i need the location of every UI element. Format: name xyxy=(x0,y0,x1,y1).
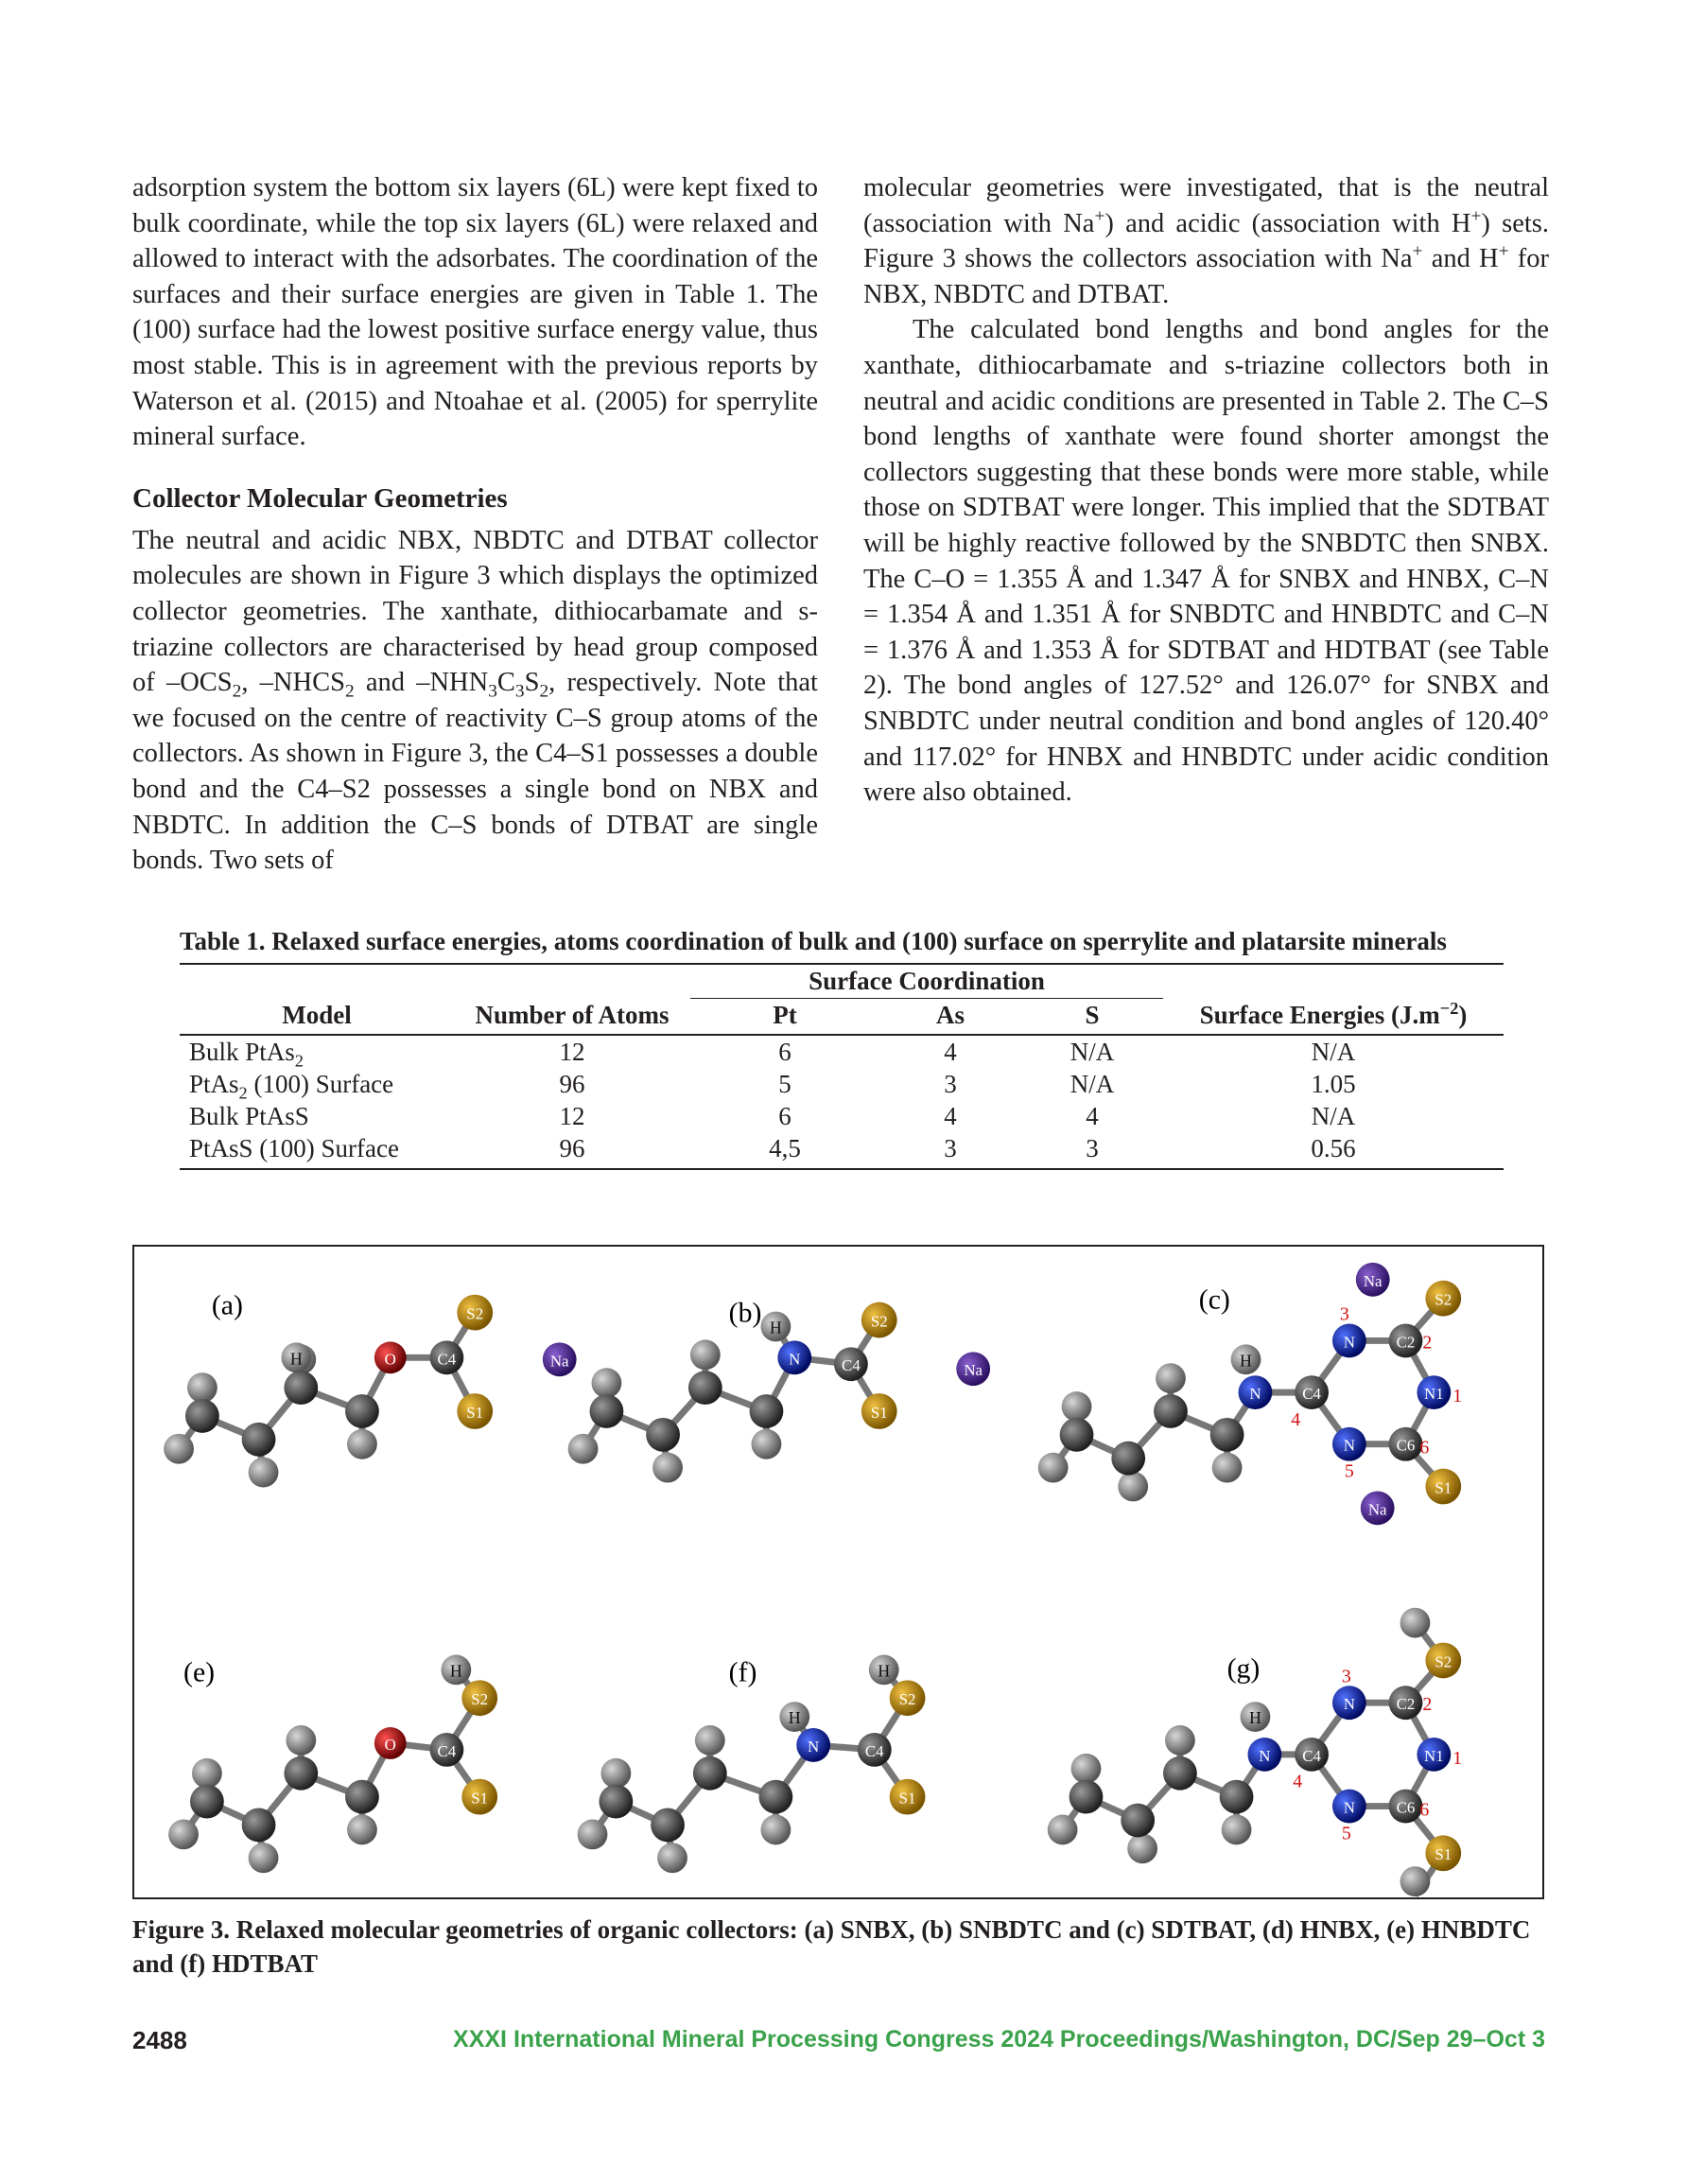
header-energy: Surface Energies $(J.m^{-2})$ xyxy=(1163,999,1504,1036)
surface-energy-table xyxy=(180,965,1504,1170)
panel-label-g: (g) xyxy=(1226,1652,1261,1685)
atom-label: N xyxy=(1259,1746,1271,1765)
paragraph: The calculated bond lengths and bond angles for the xanthate, dithiocarbamate and s-triazine collectors both in neutral and acidic conditions are presented in Table 2. The C–S bond lengths of xanthate were found shorter amongst the collectors suggesting that these bonds were more stable, while those on SDTBAT were longer. This implied that the SDTBAT will be highly reactive followed by the SNBDTC then SNBX. The C–O = 1.355 Å and 1.347 Å for SNBX and HNBX, C–N = 1.354 Å and 1.351 Å for SNBDTC and HNBDTC and C–N = 1.376 Å and 1.353 Å for SDTBAT and HDTBAT (see Table 2). The bond angles of 127.52° and 126.07° for SNBX and SNBDTC under neutral condition and bond angles of 120.40° and 117.02° for HNBX and HNBDTC under acidic condition were also obtained. xyxy=(863,315,1549,808)
hydrogen-atom xyxy=(347,1815,377,1845)
sulfur-s2 xyxy=(461,1680,497,1716)
hydrogen-atom xyxy=(249,1458,279,1488)
atom-label: C2 xyxy=(1396,1333,1416,1352)
hydrogen-atom xyxy=(600,1758,631,1789)
oxygen-atom xyxy=(374,1727,407,1759)
hydrogen-atom xyxy=(578,1819,608,1849)
atom-label: C4 xyxy=(437,1350,457,1369)
atom-label: N xyxy=(1343,1695,1355,1714)
atom-label: H xyxy=(769,1318,782,1337)
atom-label: H xyxy=(289,1349,303,1369)
carbon-atom xyxy=(693,1756,727,1791)
atom-label: N xyxy=(789,1350,801,1369)
hydrogen-atom xyxy=(752,1429,782,1459)
carbon-c4 xyxy=(430,1340,464,1374)
ring-number: 4 xyxy=(1293,1771,1303,1792)
table-caption: Table 1. Relaxed surface energies, atoms coordination of bulk and (100) surface on sperrylite and platarsite minerals xyxy=(180,925,1504,965)
atom-label: C2 xyxy=(1396,1695,1416,1714)
molecule-diagrams xyxy=(134,1247,1542,1897)
carbon-atom xyxy=(1070,1780,1104,1814)
atom-label: C6 xyxy=(1396,1436,1416,1455)
atom-label: S2 xyxy=(471,1690,489,1709)
carbon-atom xyxy=(1154,1394,1188,1428)
hydrogen-atom xyxy=(1400,1866,1431,1896)
atom-label: C4 xyxy=(437,1741,457,1760)
atom-label: O xyxy=(384,1735,396,1754)
hydrogen-atom xyxy=(286,1725,316,1756)
nitrogen-atom xyxy=(796,1728,830,1762)
atom-label: S2 xyxy=(466,1304,484,1323)
atom-label: S1 xyxy=(1435,1478,1452,1497)
sulfur-s1 xyxy=(861,1393,897,1429)
sulfur-s1 xyxy=(1425,1835,1461,1871)
atom-label: H xyxy=(1240,1351,1252,1371)
hydrogen-atom xyxy=(869,1654,899,1685)
hydrogen-atom xyxy=(779,1702,809,1732)
carbon-atom xyxy=(190,1785,224,1819)
carbon-atom xyxy=(284,1371,318,1405)
atom-label: S2 xyxy=(870,1312,888,1331)
carbon-atom xyxy=(1163,1756,1197,1791)
ring-number: 2 xyxy=(1422,1332,1433,1354)
sulfur-s2 xyxy=(890,1680,926,1716)
atom-label: H xyxy=(788,1708,801,1728)
ring-number: 5 xyxy=(1341,1823,1351,1844)
carbon-atom xyxy=(750,1394,784,1428)
hydrogen-atom xyxy=(192,1758,222,1789)
atom-label: N1 xyxy=(1424,1385,1444,1404)
hydrogen-atom xyxy=(281,1342,311,1372)
hydrogen-atom xyxy=(1231,1344,1261,1374)
nitrogen-atom xyxy=(1239,1375,1273,1409)
atom-label: C4 xyxy=(864,1741,884,1760)
ring-number: 2 xyxy=(1422,1694,1433,1716)
carbon-atom xyxy=(651,1808,685,1843)
hydrogen-atom xyxy=(187,1372,217,1403)
atom-label: Na xyxy=(549,1352,569,1371)
atom-label: S2 xyxy=(1435,1652,1452,1671)
nitrogen-atom xyxy=(1332,1324,1366,1358)
header-atoms: Number of Atoms xyxy=(454,999,690,1036)
carbon-c4 xyxy=(1295,1738,1329,1772)
header-as: As xyxy=(879,999,1021,1036)
nitrogen-atom xyxy=(1332,1686,1366,1720)
atom-label: C4 xyxy=(842,1356,861,1375)
carbon-atom xyxy=(1060,1418,1094,1452)
hydrogen-atom xyxy=(347,1429,377,1459)
atom-label: N1 xyxy=(1424,1746,1444,1765)
header-model: Model xyxy=(180,999,454,1036)
paragraph: The neutral and acidic NBX, NBDTC and DTBAT collector molecules are shown in Figure 3 which displays the optimized collector geometries. The xanthate, dithiocarbamate and s-triazine collectors are characterised by head group composed of $-OCS_2$, $-NHCS_2$ and $-NHN_3C_3S_2$, respectively. Note that we focused on the centre of reactivity C–S group atoms of the collectors. As shown in Figure 3, the C4–S1 possesses a double bond and the C4–S2 possesses a single bond on NBX and NBDTC. In addition the C–S bonds of DTBAT are single bonds. Two sets of xyxy=(132,525,818,876)
carbon-atom xyxy=(1220,1780,1254,1814)
nitrogen-atom xyxy=(1247,1738,1281,1772)
atom-label: N xyxy=(808,1737,820,1756)
header-s: S xyxy=(1021,999,1163,1036)
sulfur-s2 xyxy=(861,1302,897,1338)
hydrogen-atom xyxy=(249,1843,279,1873)
carbon-atom xyxy=(1121,1804,1155,1838)
atom-label: Na xyxy=(1367,1500,1387,1519)
atom-label: N xyxy=(1343,1798,1355,1817)
sodium-atom xyxy=(1356,1263,1390,1297)
carbon-c6 xyxy=(1389,1790,1423,1824)
paragraph: adsorption system the bottom six layers (6L) were kept fixed to bulk coordinate, while the top six layers (6L) were relaxed and allowed to interact with the adsorbates. The coordination of the surfaces and their surface energies are given in Table 1. The (100) surface had the lowest positive surface energy value, thus most stable. This is in agreement with the previous reports by Waterson et al. (2015) and Ntoahae et al. (2005) for sperrylite mineral surface. xyxy=(132,173,818,452)
atom-label: O xyxy=(384,1350,396,1369)
atom-label: C6 xyxy=(1396,1798,1416,1817)
carbon-atom xyxy=(646,1418,680,1452)
atom-label: S1 xyxy=(870,1403,888,1422)
carbon-atom xyxy=(345,1394,379,1428)
nitrogen-n1 xyxy=(1417,1738,1451,1772)
hydrogen-atom xyxy=(760,1815,791,1845)
left-column xyxy=(132,170,818,879)
hydrogen-atom xyxy=(1400,1608,1431,1638)
hydrogen-atom xyxy=(1038,1453,1069,1483)
table-row: Bulk PtAs$_2$ 12 6 4 N/A N/A xyxy=(189,1038,1356,1071)
carbon-atom xyxy=(688,1371,722,1405)
nitrogen-atom xyxy=(1332,1790,1366,1824)
hydrogen-atom xyxy=(1156,1363,1186,1393)
figure-3 xyxy=(132,1245,1544,1899)
hydrogen-atom xyxy=(1241,1702,1271,1732)
atom-label: C4 xyxy=(1302,1746,1321,1765)
ring-number: 6 xyxy=(1419,1799,1430,1821)
atom-label: S1 xyxy=(1435,1845,1452,1864)
ring-number: 3 xyxy=(1339,1303,1349,1325)
carbon-atom xyxy=(242,1808,276,1843)
nitrogen-atom xyxy=(777,1340,811,1374)
carbon-atom xyxy=(599,1785,633,1819)
table-row: Bulk PtAsS 12 6 4 4 N/A xyxy=(189,1102,1356,1130)
header-pt: Pt xyxy=(690,999,879,1036)
hydrogen-atom xyxy=(568,1434,599,1464)
carbon-atom xyxy=(185,1399,219,1433)
group-header: Surface Coordination xyxy=(690,965,1163,999)
sulfur-s2 xyxy=(1425,1643,1461,1679)
carbon-c4 xyxy=(430,1733,464,1767)
panel-labels xyxy=(183,1284,1260,1688)
carbon-atom xyxy=(284,1756,318,1791)
panel-label-a: (a) xyxy=(211,1289,243,1321)
sulfur-s1 xyxy=(457,1393,493,1429)
panel-label-f: (f) xyxy=(728,1656,757,1688)
panel-label-e: (e) xyxy=(183,1656,216,1688)
sodium-atom xyxy=(1361,1491,1395,1525)
sulfur-s1 xyxy=(1425,1469,1461,1505)
footer-text: XXXI International Mineral Processing Congress 2024 Proceedings/Washington, DC/Sep 29–Oct 3 xyxy=(453,2026,1545,2053)
hydrogen-atom xyxy=(695,1725,725,1756)
right-column xyxy=(863,170,1549,811)
hydrogen-atom xyxy=(1071,1754,1102,1784)
hydrogen-atom xyxy=(652,1453,683,1483)
ring-number: 1 xyxy=(1452,1747,1463,1769)
table-row: PtAsS (100) Surface 96 4,5 3 3 0.56 xyxy=(180,1132,1504,1169)
atom-label: Na xyxy=(964,1361,983,1380)
atom-label: N xyxy=(1343,1333,1355,1352)
sodium-atom xyxy=(543,1342,577,1376)
atom-label: H xyxy=(1248,1708,1261,1728)
hydrogen-atom xyxy=(592,1368,622,1398)
hydrogen-atom xyxy=(657,1843,687,1873)
atom-label: N xyxy=(1249,1385,1261,1404)
hydrogen-atom xyxy=(760,1312,791,1342)
hydrogen-atom xyxy=(1127,1833,1157,1863)
sulfur-s2 xyxy=(457,1295,493,1331)
atom-label: S1 xyxy=(898,1789,916,1808)
section-heading: Collector Molecular Geometries xyxy=(132,482,508,514)
carbon-c2 xyxy=(1389,1686,1423,1720)
ring-number: 6 xyxy=(1419,1437,1430,1459)
hydrogen-atom xyxy=(164,1434,194,1464)
atom-label: N xyxy=(1343,1436,1355,1455)
ring-number: 3 xyxy=(1341,1666,1351,1687)
page-number: 2488 xyxy=(132,2026,187,2054)
footer xyxy=(132,2026,1545,2064)
carbon-atom xyxy=(345,1780,379,1814)
hydrogen-atom xyxy=(1222,1815,1252,1845)
carbon-atom xyxy=(1210,1418,1244,1452)
figure-caption: Figure 3. Relaxed molecular geometries of organic collectors: (a) SNBX, (b) SNBDTC and (c) SDTBAT, (d) HNBX, (e) HNBDTC and (f) HDTBAT xyxy=(132,1915,1531,1978)
atom-label: S2 xyxy=(1435,1290,1452,1309)
hydrogen-atom xyxy=(1118,1472,1148,1502)
carbon-atom xyxy=(590,1394,624,1428)
atom-label: S1 xyxy=(471,1789,489,1808)
nitrogen-n1 xyxy=(1417,1375,1451,1409)
hydrogen-atom xyxy=(690,1339,721,1370)
carbon-c4 xyxy=(834,1347,868,1381)
nitrogen-atom xyxy=(1332,1427,1366,1461)
atom-label: Na xyxy=(1363,1271,1383,1290)
carbon-c6 xyxy=(1389,1427,1423,1461)
ring-number: 4 xyxy=(1291,1408,1301,1430)
atom-label: S1 xyxy=(466,1403,484,1422)
carbon-c2 xyxy=(1389,1324,1423,1358)
sodium-atom xyxy=(956,1352,990,1386)
table-row: PtAs$_2$ (100) Surface 96 5 3 N/A 1.05 xyxy=(189,1070,1356,1103)
atom-label: S2 xyxy=(898,1690,916,1709)
hydrogen-atom xyxy=(1062,1391,1092,1422)
oxygen-atom xyxy=(374,1341,407,1373)
hydrogen-atom xyxy=(1212,1453,1243,1483)
panel-label-c: (c) xyxy=(1198,1284,1230,1316)
atom-label: C4 xyxy=(1302,1385,1321,1404)
carbon-atom xyxy=(758,1780,792,1814)
ring-number: 5 xyxy=(1344,1460,1354,1482)
sulfur-s1 xyxy=(890,1779,926,1815)
paragraph: molecular geometries were investigated, that is the neutral (association with Na+) and acidic (association with H+) sets. Figure 3 shows the collectors association with Na+ and H+ for NBX, NBDTC and DTBAT. xyxy=(863,173,1550,309)
atom-label: H xyxy=(878,1661,891,1681)
sulfur-s2 xyxy=(1425,1281,1461,1317)
carbon-atom xyxy=(1111,1441,1145,1476)
table-1 xyxy=(180,925,1504,1170)
hydrogen-atom xyxy=(168,1819,199,1849)
carbon-c4 xyxy=(858,1733,892,1767)
hydrogen-atom xyxy=(1165,1725,1195,1756)
atom-label: H xyxy=(449,1661,462,1681)
ring-number: 1 xyxy=(1452,1386,1463,1407)
carbon-atom xyxy=(242,1423,276,1457)
sulfur-s1 xyxy=(461,1779,497,1815)
panel-label-b: (b) xyxy=(728,1297,762,1329)
hydrogen-atom xyxy=(1048,1815,1078,1845)
hydrogen-atom xyxy=(441,1654,471,1685)
carbon-c4 xyxy=(1295,1375,1329,1409)
